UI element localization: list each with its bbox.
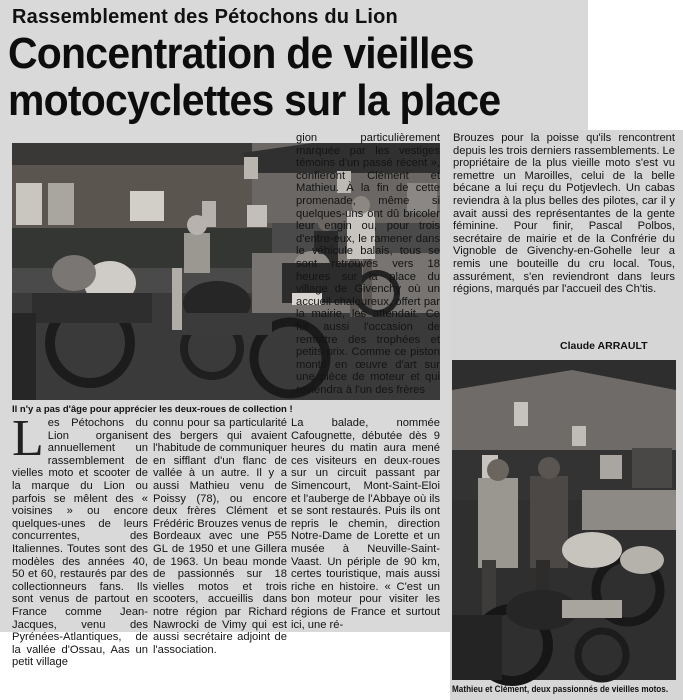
headline-line-2: motocyclettes sur la place [8,76,501,125]
article-column-4 [296,132,440,396]
author-byline: Claude ARRAULT [560,340,648,352]
column-3-text: La balade, nommée Cafougnette, débutée dès 9 heures du matin aura mené ces visiteurs en deux-roues sur un circuit passant par Simencourt, Mont-Saint-Eloi et l'auberge de l'Abbaye où ils se sont restaurés. Puis ils ont repris le chemin, direction Notre-Dame de Lorette et un musée à Neuville-Saint-Vaast. Un périple de 90 km, certes touristique, mais aussi riche en histoire. « C'est un bon moteur pour visiter les régions de France et surtout ici, une ré- [291,417,440,631]
column-5-text: Brouzes pour la poisse qu'ils rencontrent depuis les trois derniers rassemblements. Le propriétaire de la plus vieille moto s'est vu remettre un Maroilles, celui de la belle bécane a lui reçu du Potjevlech. Un cabas reviendra à la plus belles des pilotes, car il y avait aussi des représentantes de la gente féminine. Pour finir, Pascal Polbos, secrétaire de mairie et de la Confrérie du Vignoble de Givenchy-en-Gohelle leur a remis une bouteille du cru local. Tous, assurément, s'en reviendront dans leurs régions, marqués par l'accueil des Ch'tis. [453,132,675,296]
headline-line-1: Concentration de vieilles [8,29,474,78]
main-photo-caption: Il n'y a pas d'âge pour apprécier les deux-roues de collection ! [12,404,293,415]
right-photo-image [452,360,676,680]
article-headline [8,30,543,124]
column-4-text: gion particulièrement marquée par les vestiges témoins d'un passé récent », confieront Clément et Mathieu. À la fin de cette promenade, même si quelques-uns ont dû bricoler leur engin ou, pour trois d'entre-eux, le ramener dans le véhicule balais, tous se sont retrouvés vers 18 heures sur la place du village de Givenchy où un accueil chaleureux, offert par la mairie, les attendait. Ce fut aussi l'occasion de remettre des trophées et petits prix. Comme ce piston monté en œuvre d'art sur une pièce de moteur et qui reviendra à l'un des frères [296,132,440,396]
drop-cap: L [12,410,44,467]
right-photo [452,360,676,680]
article-column-2 [153,417,287,656]
article-column-1 [12,410,148,669]
article-column-3 [291,417,440,629]
right-photo-caption: Mathieu et Clément, deux passionnés de vieilles motos. [452,684,669,695]
column-2-text: connu pour sa particularité des bergers qui avaient l'habitude de communiquer en sifflant d'un flanc de vallée à un autre. Il y a aussi Mathieu venu de Poissy (78), ou encore deux frères Clément et Frédéric Brouzes venus de Bordeaux avec une P55 GL de 1950 et une Gillera de 1963. Un beau monde de passionnés sur 18 vielles motos et trois scooters, accueillis dans notre région par Richard Nawrocki de Vimy qui est aussi secrétaire adjoint de l'association. [153,417,287,656]
article-kicker: Rassemblement des Pétochons du Lion [12,6,398,28]
article-column-5 [453,132,675,350]
column-1-text: es Pétochons du Lion organisent annuellement un rassemblement de vielles moto et scooter de la marque du Lion ou parfois se mêlent des « voisines » ou encore quelques-unes de leurs concurrentes, des Italiennes. Toutes sont des modèles des années 40, 50 et 60, restaurés par des collectionneurs fans. Ils sont venus de partout en France comme Jean-Jacques, venu des Pyrénées-Atlantiques, de la vallée d'Ossau, Aas un petit village [12,417,148,669]
